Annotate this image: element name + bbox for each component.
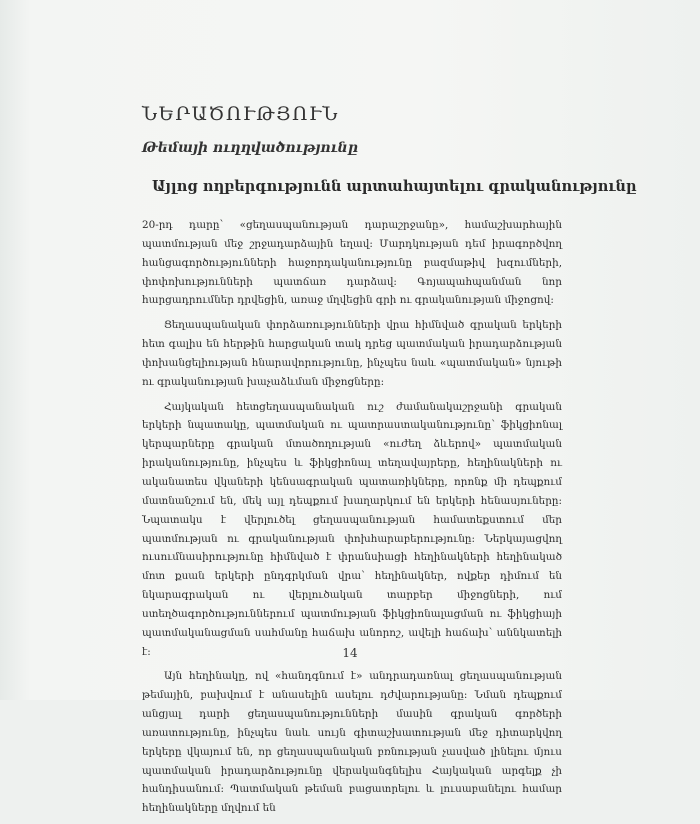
page-number: 14 [342,646,358,660]
paragraph-4: Այն հեղինակը, ով «հանդգնում է» անդրադառնալ ցեղասպանության թեմային, բախվում է անասելին ասելու դժվարությանը: Նման դեպքում անցյալ դարի ցեղասպանությունների մասին գրական գործերի առատությունը, ինչպես նաև սույն գիտաշխատության մեջ դիտարկվող երկերը վկայում են, որ ցեղասպանական բռնության չասված լինելու մյուս պատմական իրադարձությունը վերականգնելիս Հայկական արգելք չի հանդիսանում: Պատմական թեման բացատրելու և լուսաբանելու համար հեղինակները մղվում են [142,670,562,815]
body-text [142,216,562,824]
section-subtitle: Թեմայի ուղղվածությունը [142,140,358,156]
section-title: ՆԵՐԱԾՈՒԹՅՈՒՆ [142,103,339,125]
paragraph-2: Ցեղասպանական փորձառությունների վրա հիմնված գրական երկերի հետ գալիս են հերթին հարցական տակ դրեց պատմական իրադարձության փոխանցելիության հնարավորությունը, ինչպես նաև «պատմական» նյութի ու գրականության խաչաձևման միջոցները: [142,319,562,388]
chapter-heading: Այլոց ողբերգությունն արտահայտելու գրականությունը [152,178,637,195]
paragraph-1: 20-րդ դարը՝ «ցեղասպանության դարաշրջանը», համաշխարհային պատմության մեջ շրջադարձային եղավ: Մարդկության դեմ իրագործվող հանցագործությունների հաջորդականությունը բազմաթիվ խզումների, փոփոխությունների պատճառ դարձավ: Գոյապահպանման նոր հարցադրումներ դրվեցին, առաջ մղվեցին գրի ու գրականության միջոցով: [142,219,562,307]
paragraph-3: Հայկական հետցեղասպանական ուշ ժամանակաշրջանի գրական երկերի նպատակը, պատմական ու պատրաստականությունը՝ ֆիկցիոնալ կերպարները գրական մտածողության «ուժեղ ձևերով» պատմական իրականությունը, ինչպես և ֆիկցիոնալ տեղավայրերը, հեղինակների ու ականատես վկաների կենսագրական պատառիկները, որոնք մի դեպքում մատնանշում են, մեկ այլ դեպքում խաղարկում են երկերի հենասյուները: Նպատակս է վերլուծել ցեղասպանության համատեքստում մեր պատմության ու գրականության փոխհարաբերությունը: Ներկայացվող ուսումնասիրությունը հիմնված է փրանսիացի հեղինակների հեղինակած մոտ քսան երկերի ընդգրկման վրա՝ հեղինակներ, ովքեր դիմում են նկարագրական ու վերլուծական տարբեր միջոցների, ում ստեղծագործություններում պատմության ֆիկցիոնալացման ու ֆիկցիայի պատմականացման սահմանը հաճախ անորոշ, ավելի հաճախ՝ աննկատելի է: [142,400,562,658]
